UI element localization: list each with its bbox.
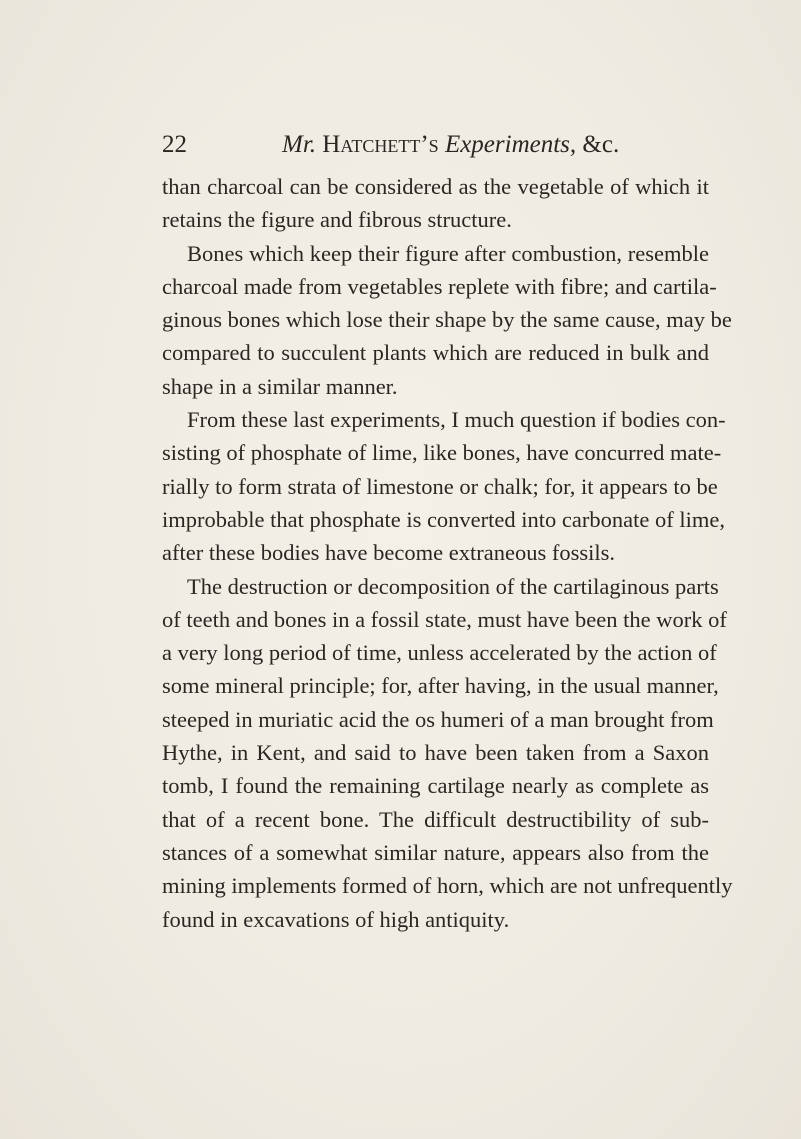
text-line: steeped in muriatic acid the os humeri of a man brought from [162,706,714,732]
text-line: shape in a similar manner. [162,373,398,399]
text-line: retains the figure and fibrous structure. [162,207,512,233]
title-suffix: &c. [582,131,620,158]
text-line: The destruction or decomposition of the cartilaginous parts [187,573,719,599]
text-line: of teeth and bones in a fossil state, must have been the work of [162,606,727,632]
page-number: 22 [162,131,187,158]
text-line: improbable that phosphate is converted into carbonate of lime, [162,506,725,532]
author-name: Hatchett’s [322,131,439,158]
text-line: Hythe, in Kent, and said to have been taken from a Saxon [162,740,709,766]
text-line: compared to succulent plants which are reduced in bulk and [162,340,709,366]
running-title [282,130,619,160]
running-header [162,130,707,160]
body-text [162,170,733,936]
text-line: found in excavations of high antiquity. [162,906,510,932]
text-line: that of a recent bone. The difficult destructibility of sub- [162,806,709,832]
title-italic: Experiments, [444,131,577,158]
text-line: charcoal made from vegetables replete with fibre; and cartila- [162,273,717,299]
text-line: ginous bones which lose their shape by the same cause, may be [162,307,732,333]
text-line: rially to form strata of limestone or chalk; for, it appears to be [162,473,718,499]
text-line: a very long period of time, unless accelerated by the action of [162,640,717,666]
text-line: tomb, I found the remaining cartilage nearly as complete as [162,773,709,799]
text-line: mining implements formed of horn, which are not unfrequently [162,873,733,899]
text-line: after these bodies have become extraneous fossils. [162,540,615,566]
text-line: some mineral principle; for, after having, in the usual manner, [162,673,719,699]
author-prefix: Mr. [282,131,317,158]
text-line: sisting of phosphate of lime, like bones, have concurred mate- [162,440,722,466]
text-line: From these last experiments, I much question if bodies con- [187,407,726,433]
text-line: stances of a somewhat similar nature, appears also from the [162,839,709,865]
text-line: than charcoal can be considered as the vegetable of which it [162,174,709,199]
text-line: Bones which keep their figure after combustion, resemble [187,240,709,266]
